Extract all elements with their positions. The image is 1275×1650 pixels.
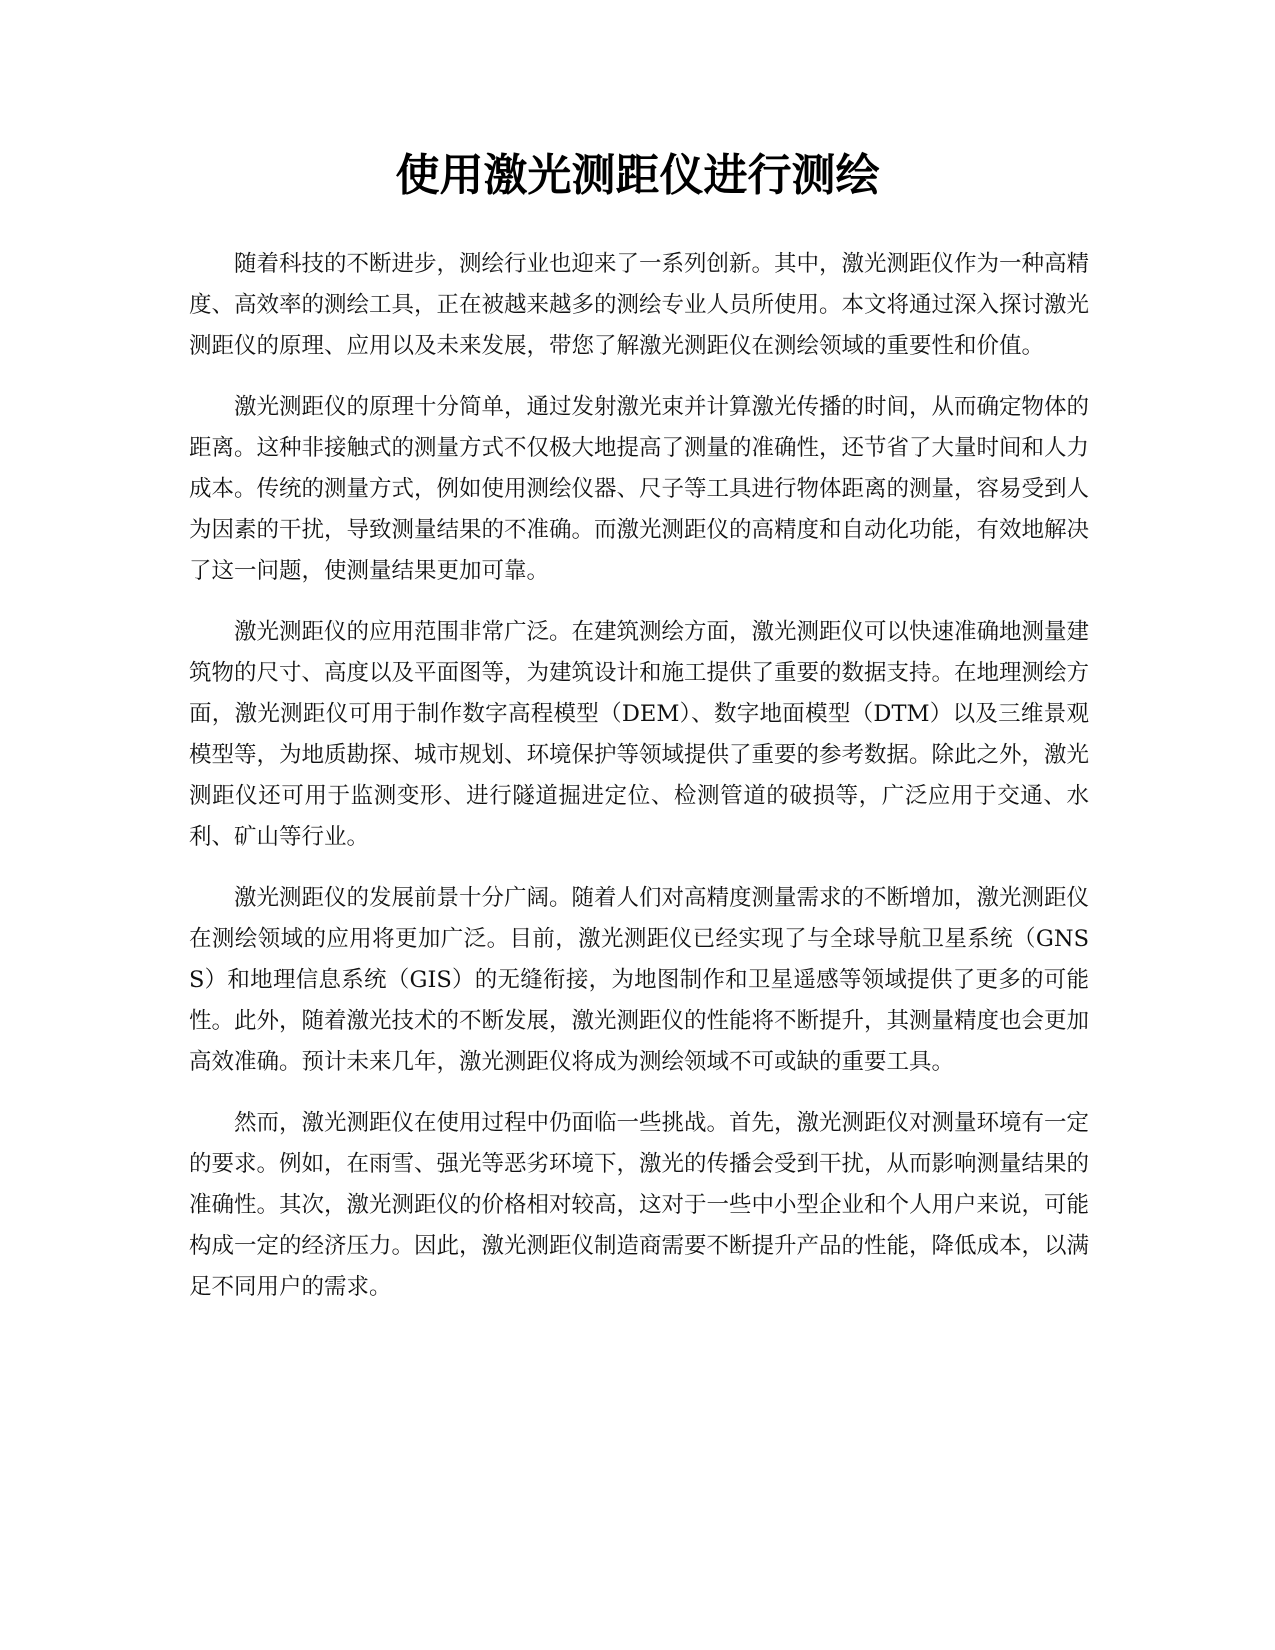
document-title: 使用激光测距仪进行测绘 (395, 150, 880, 201)
paragraph-prospects: 激光测距仪的发展前景十分广阔。随着人们对高精度测量需求的不断增加，激光测距仪在测绘领域的应用将更加广泛。目前，激光测距仪已经实现了与全球导航卫星系统（GNSS）和地理信息系统（GIS）的无缝衔接，为地图制作和卫星遥感等领域提供了更多的可能性。此外，随着激光技术的不断发展，激光测距仪的性能将不断提升，其测量精度也会更加高效准确。预计未来几年，激光测距仪将成为测绘领域不可或缺的重要工具。 (189, 885, 1090, 1075)
paragraph-challenges: 然而，激光测距仪在使用过程中仍面临一些挑战。首先，激光测距仪对测量环境有一定的要求。例如，在雨雪、强光等恶劣环境下，激光的传播会受到干扰，从而影响测量结果的准确性。其次，激光测距仪的价格相对较高，这对于一些中小型企业和个人用户来说，可能构成一定的经济压力。因此，激光测距仪制造商需要不断提升产品的性能，降低成本，以满足不同用户的需求。 (189, 1110, 1090, 1300)
paragraph-principle: 激光测距仪的原理十分简单，通过发射激光束并计算激光传播的时间，从而确定物体的距离。这种非接触式的测量方式不仅极大地提高了测量的准确性，还节省了大量时间和人力成本。传统的测量方式，例如使用测绘仪器、尺子等工具进行物体距离的测量，容易受到人为因素的干扰，导致测量结果的不准确。而激光测距仪的高精度和自动化功能，有效地解决了这一问题，使测量结果更加可靠。 (189, 394, 1090, 584)
paragraph-applications: 激光测距仪的应用范围非常广泛。在建筑测绘方面，激光测距仪可以快速准确地测量建筑物的尺寸、高度以及平面图等，为建筑设计和施工提供了重要的数据支持。在地理测绘方面，激光测距仪可用于制作数字高程模型（DEM）、数字地面模型（DTM）以及三维景观模型等，为地质勘探、城市规划、环境保护等领域提供了重要的参考数据。除此之外，激光测距仪还可用于监测变形、进行隧道掘进定位、检测管道的破损等，广泛应用于交通、水利、矿山等行业。 (189, 619, 1090, 850)
document-body (189, 244, 1089, 1328)
paragraph-intro: 随着科技的不断进步，测绘行业也迎来了一系列创新。其中，激光测距仪作为一种高精度、高效率的测绘工具，正在被越来越多的测绘专业人员所使用。本文将通过深入探讨激光测距仪的原理、应用以及未来发展，带您了解激光测距仪在测绘领域的重要性和价值。 (189, 251, 1090, 359)
